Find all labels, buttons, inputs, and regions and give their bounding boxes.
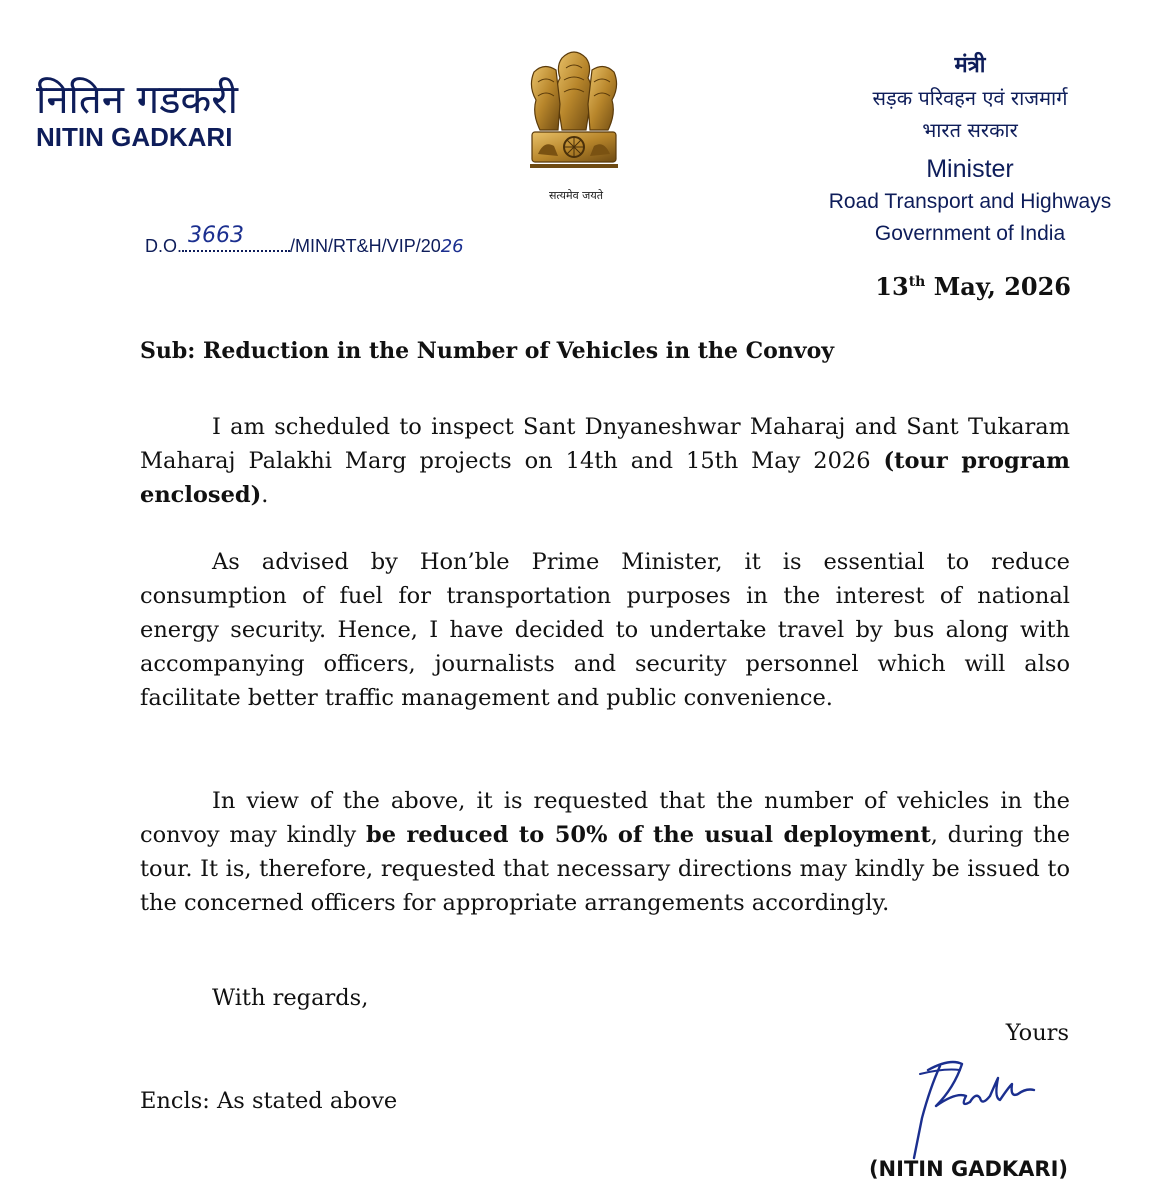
paragraph-3 [140,784,1070,920]
national-emblem-icon [524,44,624,184]
handwritten-signature [900,1048,1060,1168]
reference-number [145,223,464,257]
paragraph-1-text: I am scheduled to inspect Sant Dnyaneshwar Maharaj and Sant Tukaram Maharaj Palakhi Marg projects on 14th and 15th May 2026 [140,414,1070,474]
ministry-english: Road Transport and Highways [828,190,1112,213]
reference-dotted-line [182,223,290,252]
reference-suffix: /MIN/RT&H/VIP/20 [290,236,441,256]
yours-line: Yours [1005,1020,1069,1046]
subject-line: Sub: Reduction in the Number of Vehicles in the Convoy [140,338,835,364]
paragraph-2: As advised by Hon’ble Prime Minister, it is essential to reduce consumption of fuel for transportation purposes in the interest of national energy security. Hence, I have decided to undertake travel by bus along with accompanying officers, journalists and security personnel which will also facilitate better traffic management and public convenience. [140,549,1070,711]
government-english: Government of India [874,222,1066,245]
enclosure-line: Encls: As stated above [140,1088,398,1114]
paragraph-1-end: . [261,482,269,508]
signatory-name: (NITIN GADKARI) [868,1157,1068,1181]
date-rest: May, 2026 [925,272,1071,301]
sender-name-english: NITIN GADKARI [36,122,233,152]
letterhead-right [790,50,1150,250]
letter-date [875,272,1071,301]
paragraph-3-bold: be reduced to 50% of the usual deployment [365,822,931,848]
date-ordinal: th [908,274,926,290]
paragraph-1 [140,410,1070,512]
closing-salutation: With regards, [212,985,369,1011]
paragraph-3-end: , during the tour. It is, therefore, requested that necessary directions may kindly be issued to the concerned officers for appropriate arrangements accordingly. [140,822,1071,916]
reference-number-handwritten: 3663 [188,223,245,248]
paragraph-3-text: In view of the above, it is requested that the number of vehicles in the convoy may kindly [140,788,1070,848]
emblem-motto: सत्यमेव जयते [548,189,603,202]
reference-year-handwritten: 26 [440,236,464,257]
date-day: 13 [875,272,909,301]
title-english: Minister [926,155,1014,183]
government-hindi: भारत सरकार [922,118,1018,142]
title-hindi: मंत्री [954,53,986,78]
paragraph-1-bold: (tour program enclosed) [140,448,1070,508]
ministry-hindi: सड़क परिवहन एवं राजमार्ग [872,86,1068,110]
reference-prefix: D.O. [145,236,183,256]
sender-name-hindi: नितिन गडकरी [36,77,238,123]
